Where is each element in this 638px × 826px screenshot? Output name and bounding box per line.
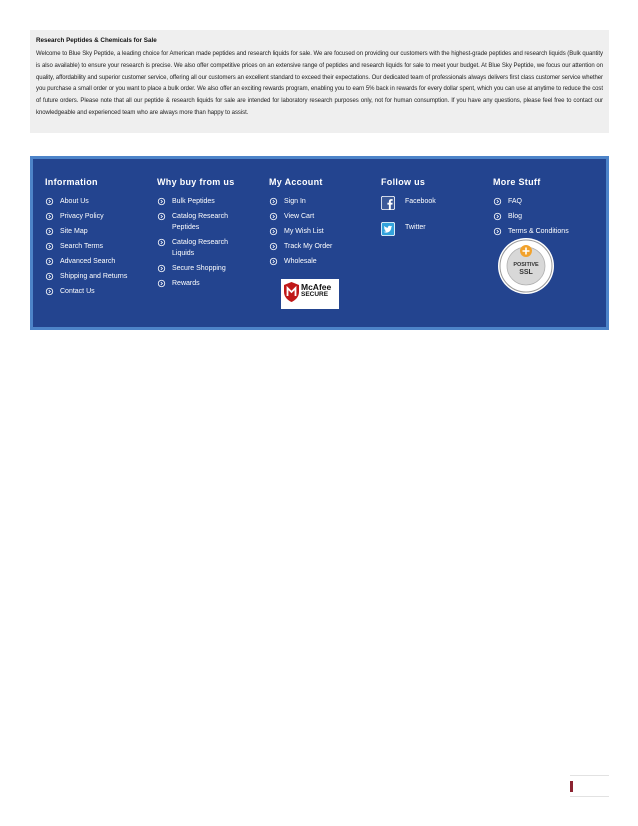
footer-heading-why-buy: Why buy from us	[157, 177, 235, 187]
circle-arrow-icon	[45, 197, 54, 206]
footer-link-sign-in[interactable]: Sign In	[269, 196, 369, 207]
social-link-twitter[interactable]	[381, 222, 481, 248]
footer-column-follow-us	[381, 177, 481, 248]
footer-heading-my-account: My Account	[269, 177, 323, 187]
footer-link-bulk-peptides[interactable]: Bulk Peptides	[157, 196, 247, 207]
facebook-icon	[381, 196, 395, 210]
facebook-label: Facebook	[405, 198, 436, 205]
positive-ssl-badge[interactable]	[497, 237, 555, 295]
circle-arrow-icon	[269, 242, 278, 251]
footer-link-view-cart[interactable]: View Cart	[269, 211, 369, 222]
page-corner-widget	[570, 775, 609, 797]
circle-arrow-icon	[269, 197, 278, 206]
footer-link-shipping-returns[interactable]: Shipping and Returns	[45, 271, 150, 282]
circle-arrow-icon	[157, 279, 166, 288]
circle-arrow-icon	[269, 212, 278, 221]
ssl-word-positive: POSITIVE	[513, 262, 539, 268]
footer-link-site-map[interactable]: Site Map	[45, 226, 150, 237]
footer-link-blog[interactable]: Blog	[493, 211, 603, 222]
footer-link-privacy-policy[interactable]: Privacy Policy	[45, 211, 150, 222]
page-corner-marker	[570, 781, 573, 792]
about-heading: Research Peptides & Chemicals for Sale	[36, 37, 157, 44]
footer-link-secure-shopping[interactable]: Secure Shopping	[157, 263, 247, 274]
mcafee-badge-line1: McAfee	[301, 282, 332, 292]
twitter-label: Twitter	[405, 224, 426, 231]
mcafee-badge-line2: SECURE	[301, 291, 329, 298]
footer-link-wish-list[interactable]: My Wish List	[269, 226, 369, 237]
footer-column-information	[45, 177, 150, 301]
footer-link-terms[interactable]: Terms & Conditions	[493, 226, 603, 237]
footer-link-track-order[interactable]: Track My Order	[269, 241, 369, 252]
circle-arrow-icon	[45, 227, 54, 236]
about-section	[30, 30, 609, 133]
circle-arrow-icon	[157, 264, 166, 273]
mcafee-secure-badge[interactable]	[281, 279, 339, 309]
site-footer	[30, 156, 609, 330]
why-buy-links	[157, 196, 247, 289]
footer-link-search-terms[interactable]: Search Terms	[45, 241, 150, 252]
footer-link-advanced-search[interactable]: Advanced Search	[45, 256, 150, 267]
footer-column-more-stuff	[493, 177, 603, 241]
circle-arrow-icon	[493, 212, 502, 221]
more-stuff-links	[493, 196, 603, 237]
footer-link-about-us[interactable]: About Us	[45, 196, 150, 207]
footer-link-catalog-liquids[interactable]: Catalog Research Liquids	[157, 237, 247, 259]
circle-arrow-icon	[45, 212, 54, 221]
circle-arrow-icon	[45, 257, 54, 266]
footer-link-catalog-peptides[interactable]: Catalog Research Peptides	[157, 211, 247, 233]
circle-arrow-icon	[493, 197, 502, 206]
footer-column-my-account	[269, 177, 369, 271]
information-links	[45, 196, 150, 297]
circle-arrow-icon	[157, 197, 166, 206]
footer-link-rewards[interactable]: Rewards	[157, 278, 247, 289]
footer-heading-more-stuff: More Stuff	[493, 177, 541, 187]
circle-arrow-icon	[157, 238, 166, 247]
footer-link-faq[interactable]: FAQ	[493, 196, 603, 207]
circle-arrow-icon	[45, 272, 54, 281]
my-account-links	[269, 196, 369, 267]
social-link-facebook[interactable]	[381, 196, 481, 222]
footer-link-wholesale[interactable]: Wholesale	[269, 256, 369, 267]
about-body: Welcome to Blue Sky Peptide, a leading choice for American made peptides and research liquids for sale. We are focused on providing our customers with the highest-grade peptides and research liquids (Bulk quantity is also available) to ensure your research is precise. We also offer competitive prices on an extensive range of peptides and research liquids for sale to meet your budget. At Blue Sky Peptide, we focus our attention on quality, affordability and superior customer service, offering all our customers an excellent standard to exceed their expectations. Our dedicated team of professionals always delivers first class customer service whether you purchase a small order or you want to place a bulk order. We also offer an exciting rewards program, enabling you to earn 5% back in rewards for every dollar spent, which you can use at anytime to reduce the cost of future orders. Please note that all our peptide & research liquids for sale are intended for laboratory research purposes only, not for human consumption. If you have any questions, please feel free to contact our knowledgeable and experienced team who are always more than happy to assist.	[36, 51, 603, 116]
circle-arrow-icon	[269, 227, 278, 236]
circle-arrow-icon	[269, 257, 278, 266]
circle-arrow-icon	[493, 227, 502, 236]
footer-link-contact-us[interactable]: Contact Us	[45, 286, 150, 297]
mcafee-shield-icon	[284, 282, 299, 302]
circle-arrow-icon	[45, 242, 54, 251]
circle-arrow-icon	[157, 212, 166, 221]
twitter-icon	[381, 222, 395, 236]
circle-arrow-icon	[45, 287, 54, 296]
footer-heading-follow-us: Follow us	[381, 177, 426, 187]
footer-heading-information: Information	[45, 177, 98, 187]
footer-column-why-buy	[157, 177, 247, 293]
ssl-word-ssl: SSL	[519, 269, 533, 276]
